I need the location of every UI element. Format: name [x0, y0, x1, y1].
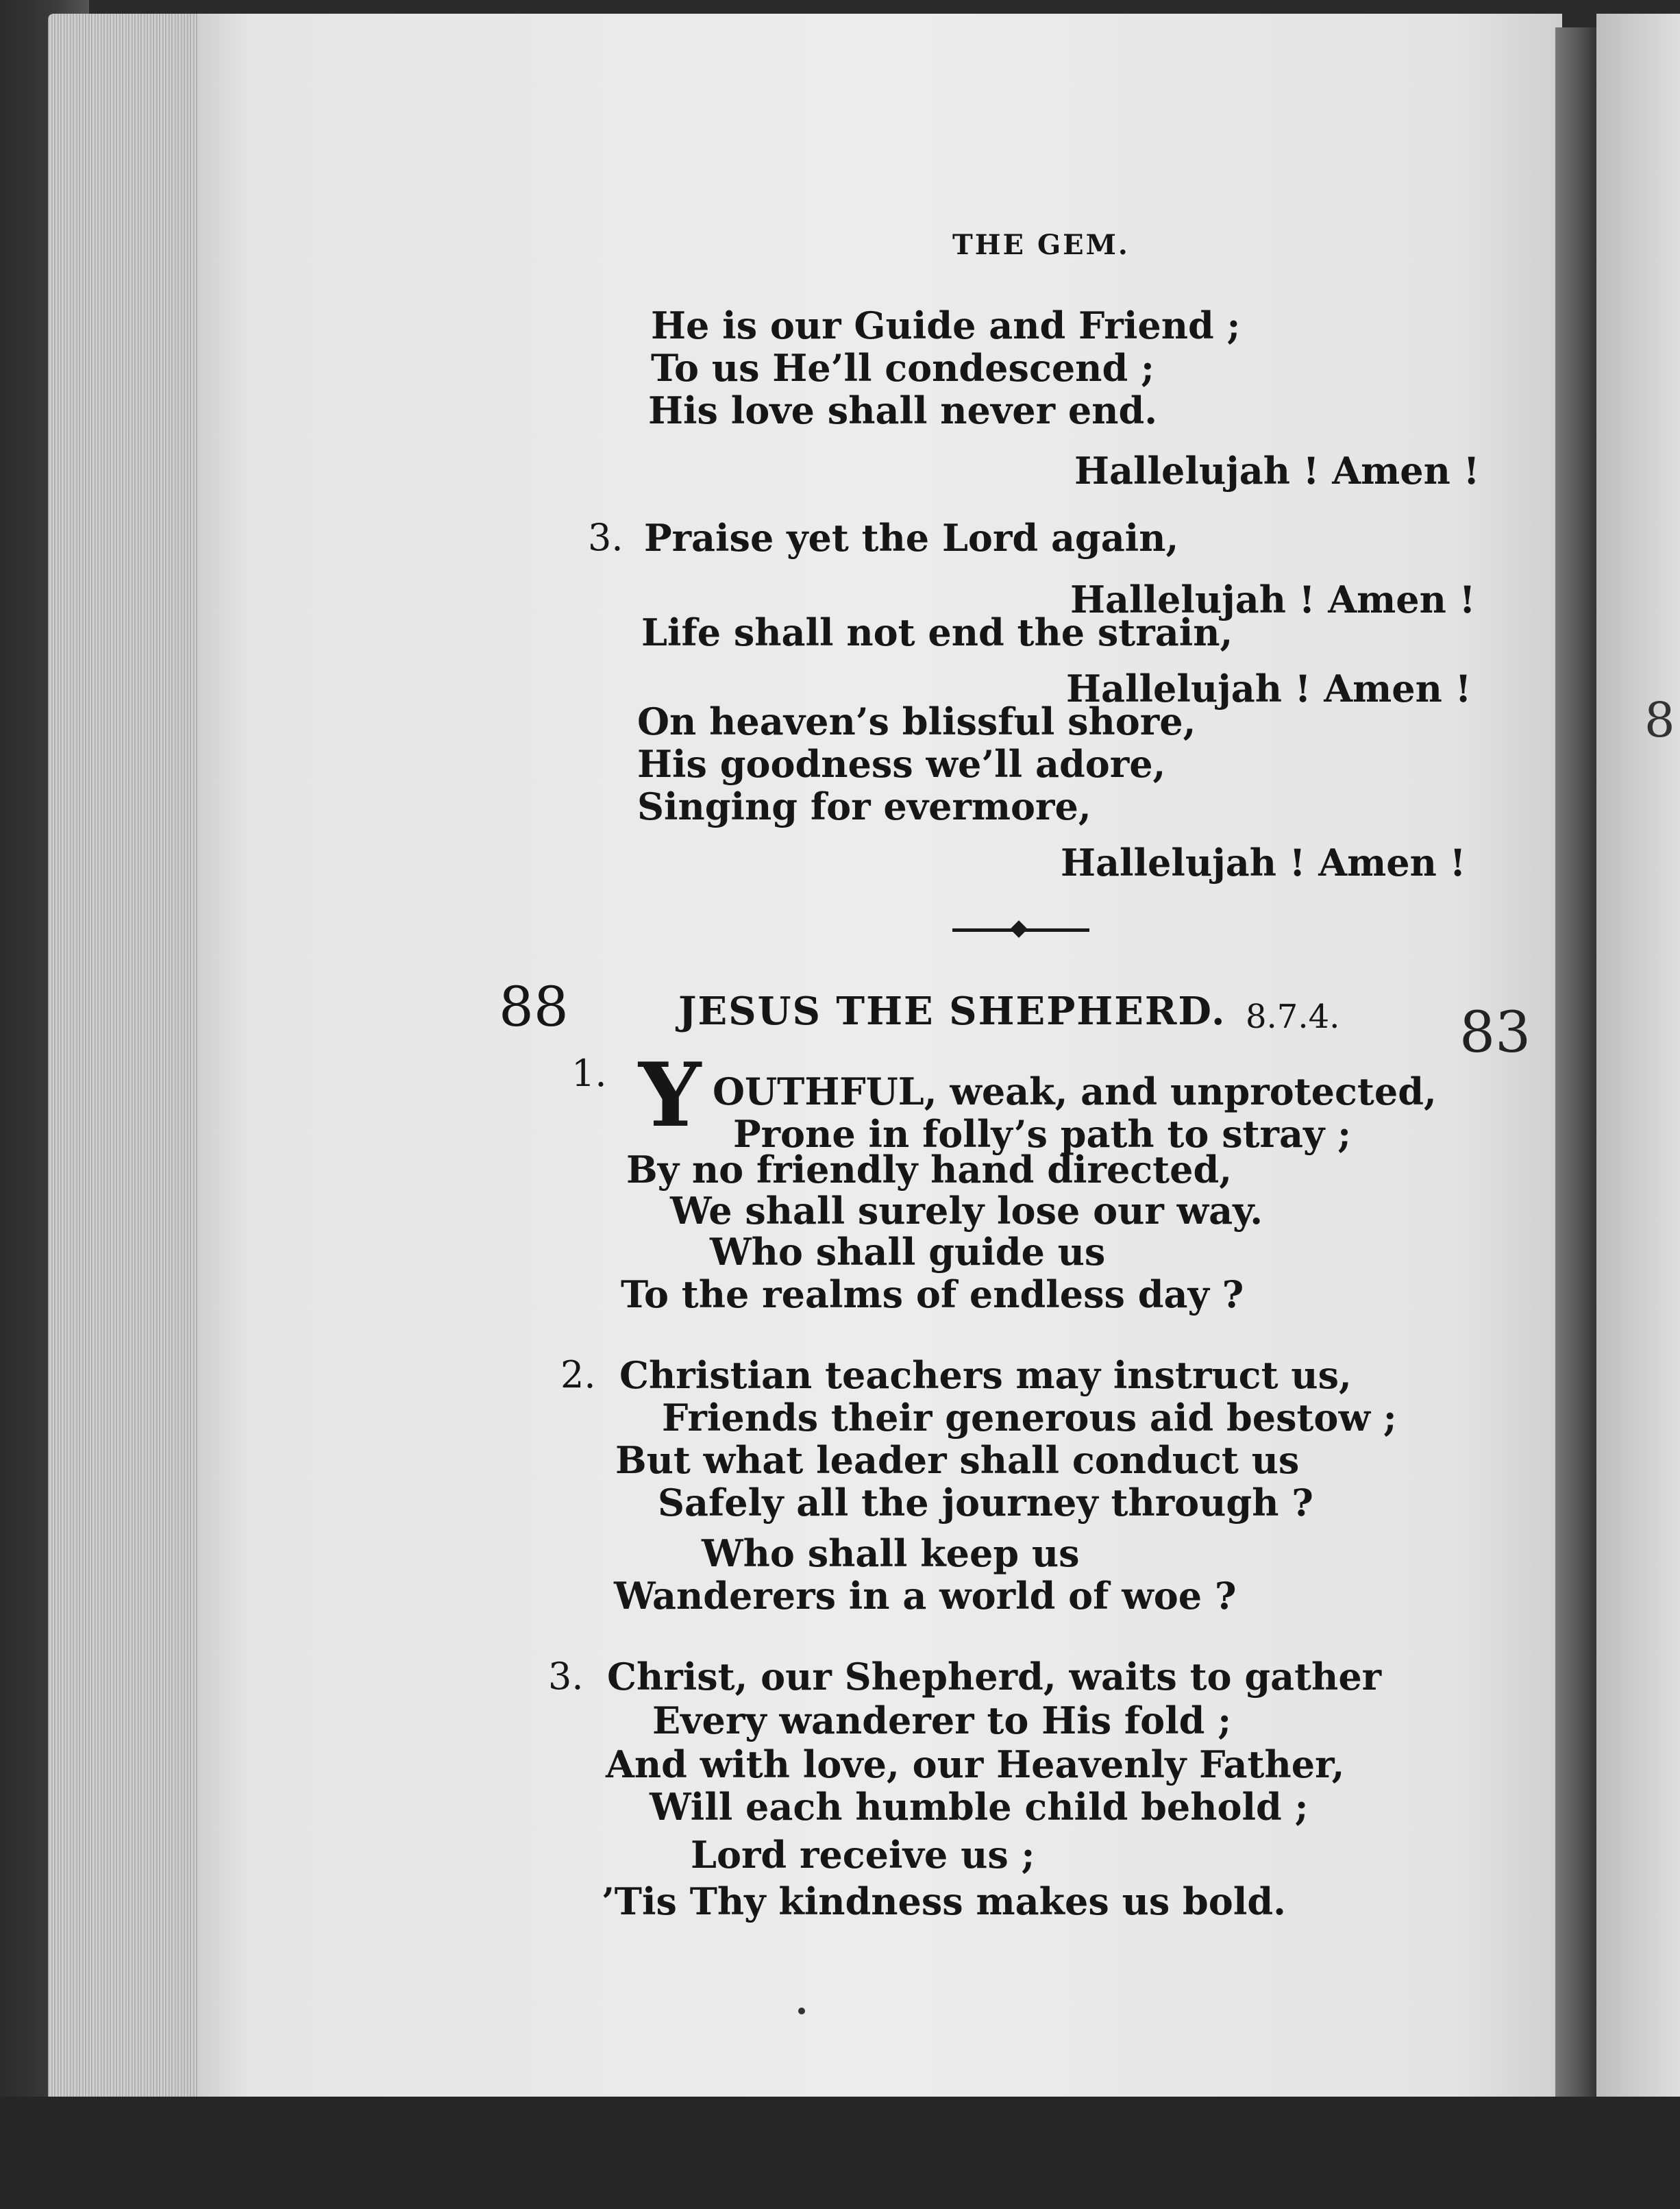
prev-hymn-line: On heaven’s blissful shore,: [637, 700, 1196, 743]
hymn-line: By no friendly hand directed,: [626, 1148, 1233, 1192]
bleed-through-page-number: 83: [1459, 1000, 1531, 1065]
scan-background: [0, 2097, 1680, 2209]
hymn-line: But what leader shall conduct us: [615, 1438, 1300, 1482]
prev-hymn-refrain: Hallelujah ! Amen !: [1074, 449, 1480, 493]
hymn-line: Wanderers in a world of woe ?: [614, 1574, 1237, 1618]
hymn-line: Every wanderer to His fold ;: [652, 1699, 1232, 1742]
hymn-title: JESUS THE SHEPHERD.: [678, 989, 1226, 1034]
facing-page-edge: [1596, 14, 1680, 2172]
prev-hymn-line: Life shall not end the strain,: [641, 610, 1233, 654]
prev-hymn-line: Singing for evermore,: [637, 785, 1091, 828]
prev-hymn-refrain: Hallelujah ! Amen !: [1066, 667, 1472, 711]
hymn-line: Who shall keep us: [702, 1531, 1080, 1575]
verse-number: 3.: [548, 1655, 584, 1698]
hymn-meter: 8.7.4.: [1246, 998, 1340, 1036]
hymn-line: OUTHFUL, weak, and unprotected,: [713, 1070, 1437, 1113]
hymn-line: And with love, our Heavenly Father,: [606, 1742, 1345, 1786]
hymn-line: Who shall guide us: [710, 1230, 1106, 1274]
verse-number: 3.: [588, 516, 623, 559]
hymn-line: We shall surely lose our way.: [670, 1189, 1263, 1233]
prev-hymn-line: His love shall never end.: [648, 388, 1158, 432]
drop-cap: Y: [639, 1044, 702, 1147]
book-gutter: [1555, 27, 1596, 2110]
prev-hymn-refrain: Hallelujah ! Amen !: [1061, 841, 1466, 885]
hymn-number: 88: [499, 975, 569, 1039]
running-head: THE GEM.: [952, 229, 1130, 261]
hymn-line: Christ, our Shepherd, waits to gather: [607, 1655, 1382, 1699]
hymn-line: Will each humble child behold ;: [650, 1785, 1309, 1829]
facing-page-fragment: 8: [1644, 692, 1675, 748]
hymn-line: Safely all the journey through ?: [658, 1481, 1313, 1525]
ink-speck: [798, 2008, 805, 2014]
hymn-line: Christian teachers may instruct us,: [619, 1353, 1352, 1397]
prev-hymn-line: Praise yet the Lord again,: [644, 516, 1179, 560]
hymn-line: Prone in folly’s path to stray ;: [733, 1112, 1352, 1156]
hymn-line: Lord receive us ;: [691, 1833, 1035, 1877]
prev-hymn-refrain: Hallelujah ! Amen !: [1070, 578, 1476, 621]
hymn-line: Friends their generous aid bestow ;: [662, 1396, 1397, 1440]
verse-number: 1.: [571, 1052, 607, 1095]
prev-hymn-line: His goodness we’ll adore,: [637, 742, 1166, 786]
verse-number: 2.: [560, 1353, 596, 1396]
prev-hymn-line: He is our Guide and Friend ;: [651, 304, 1241, 347]
hymn-line: To the realms of endless day ?: [621, 1272, 1244, 1316]
hymn-line: ’Tis Thy kindness makes us bold.: [602, 1879, 1286, 1923]
prev-hymn-line: To us He’ll condescend ;: [651, 346, 1154, 390]
